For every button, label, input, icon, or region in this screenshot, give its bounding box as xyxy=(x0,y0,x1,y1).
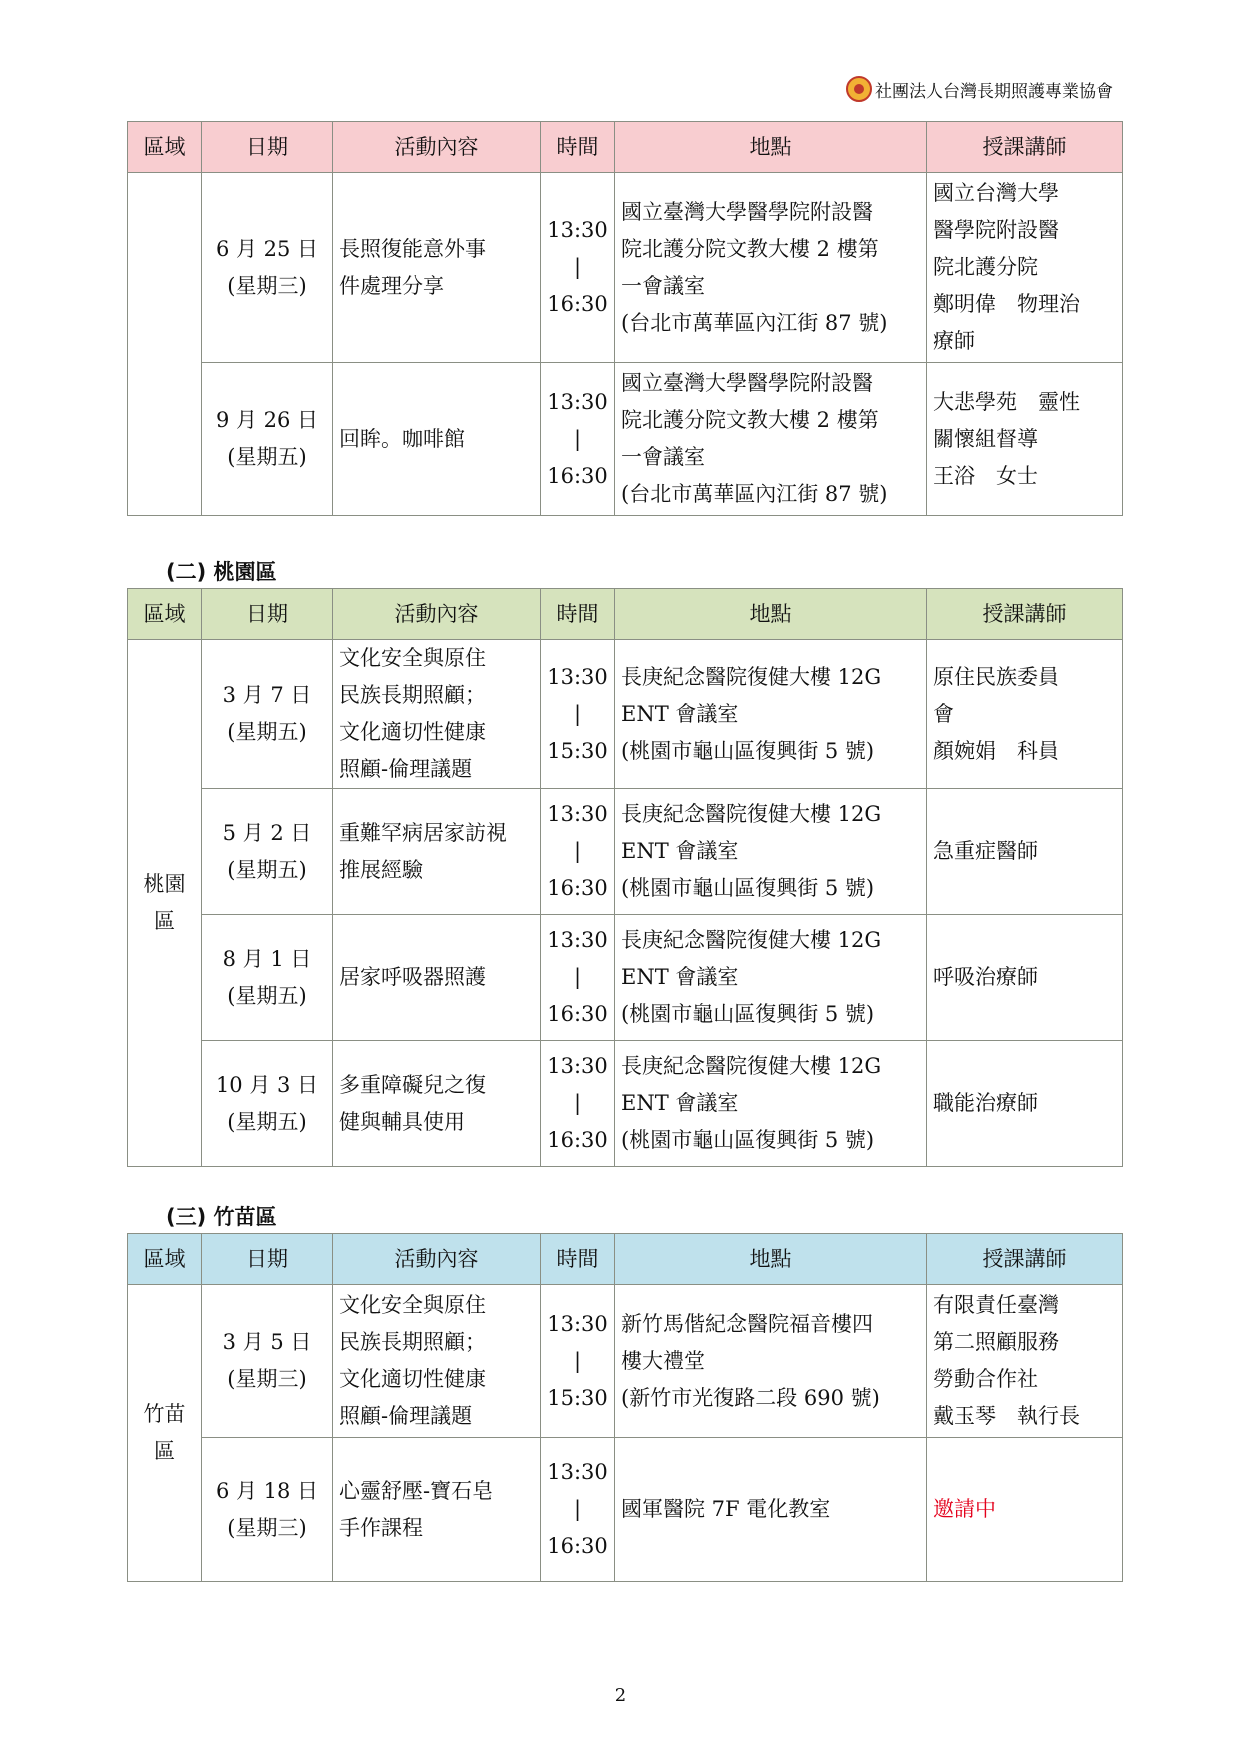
location-cell: 長庚紀念醫院復健大樓 12G ENT 會議室 (桃園市龜山區復興街 5 號) xyxy=(615,1041,927,1167)
table-row xyxy=(128,640,1123,789)
content-cell: 回眸。咖啡館 xyxy=(333,363,541,516)
lecturer-cell-pending: 邀請中 xyxy=(927,1438,1123,1582)
col-content: 活動內容 xyxy=(333,589,541,640)
table-row xyxy=(128,789,1123,915)
lecturer-cell: 急重症醫師 xyxy=(927,789,1123,915)
lecturer-cell: 有限責任臺灣 第二照顧服務 勞動合作社 戴玉琴 執行長 xyxy=(927,1285,1123,1438)
date-cell: 6 月 18 日 (星期三) xyxy=(202,1438,333,1582)
col-lecturer: 授課講師 xyxy=(927,122,1123,173)
col-location: 地點 xyxy=(615,1234,927,1285)
schedule-table-taipei xyxy=(127,121,1123,516)
date-cell: 8 月 1 日 (星期五) xyxy=(202,915,333,1041)
table-row xyxy=(128,1041,1123,1167)
lecturer-cell: 大悲學苑 靈性 關懷組督導 王浴 女士 xyxy=(927,363,1123,516)
content-cell: 文化安全與原住 民族長期照顧； 文化適切性健康 照顧-倫理議題 xyxy=(333,1285,541,1438)
page-header xyxy=(846,76,1113,102)
col-content: 活動內容 xyxy=(333,122,541,173)
table-row xyxy=(128,1438,1123,1582)
table-header-row xyxy=(128,122,1123,173)
schedule-table-zhumiao xyxy=(127,1233,1123,1582)
time-cell: 13:30 | 16:30 xyxy=(541,1041,615,1167)
content-cell: 心靈舒壓-寶石皂 手作課程 xyxy=(333,1438,541,1582)
location-cell: 長庚紀念醫院復健大樓 12G ENT 會議室 (桃園市龜山區復興街 5 號) xyxy=(615,640,927,789)
col-date: 日期 xyxy=(202,122,333,173)
time-cell: 13:30 | 16:30 xyxy=(541,1438,615,1582)
location-cell: 國立臺灣大學醫學院附設醫 院北護分院文教大樓 2 樓第 一會議室 (台北市萬華區內江街 87 號) xyxy=(615,363,927,516)
content-cell: 重難罕病居家訪視 推展經驗 xyxy=(333,789,541,915)
col-region: 區域 xyxy=(128,589,202,640)
col-time: 時間 xyxy=(541,1234,615,1285)
schedule-table-taoyuan xyxy=(127,588,1123,1167)
location-cell: 新竹馬偕紀念醫院福音樓四 樓大禮堂 (新竹市光復路二段 690 號) xyxy=(615,1285,927,1438)
content-cell: 居家呼吸器照護 xyxy=(333,915,541,1041)
content-cell: 文化安全與原住 民族長期照顧； 文化適切性健康 照顧-倫理議題 xyxy=(333,640,541,789)
table-row xyxy=(128,915,1123,1041)
table-row xyxy=(128,1285,1123,1438)
section-title-zhumiao: (三) 竹苗區 xyxy=(166,1205,277,1229)
location-cell: 國軍醫院 7F 電化教室 xyxy=(615,1438,927,1582)
region-cell xyxy=(128,173,202,516)
date-cell: 5 月 2 日 (星期五) xyxy=(202,789,333,915)
table-row xyxy=(128,363,1123,516)
col-location: 地點 xyxy=(615,122,927,173)
col-date: 日期 xyxy=(202,589,333,640)
col-content: 活動內容 xyxy=(333,1234,541,1285)
lecturer-cell: 國立台灣大學 醫學院附設醫 院北護分院 鄭明偉 物理治 療師 xyxy=(927,173,1123,363)
lecturer-cell: 職能治療師 xyxy=(927,1041,1123,1167)
col-time: 時間 xyxy=(541,589,615,640)
col-time: 時間 xyxy=(541,122,615,173)
col-date: 日期 xyxy=(202,1234,333,1285)
date-cell: 6 月 25 日 (星期三) xyxy=(202,173,333,363)
lecturer-cell: 原住民族委員 會 顏婉娟 科員 xyxy=(927,640,1123,789)
page-number: 2 xyxy=(614,1685,627,1706)
col-region: 區域 xyxy=(128,122,202,173)
region-cell: 竹苗 區 xyxy=(128,1285,202,1582)
time-cell: 13:30 | 16:30 xyxy=(541,789,615,915)
table-row xyxy=(128,173,1123,363)
date-cell: 3 月 7 日 (星期五) xyxy=(202,640,333,789)
content-cell: 多重障礙兒之復 健與輔具使用 xyxy=(333,1041,541,1167)
col-lecturer: 授課講師 xyxy=(927,589,1123,640)
association-logo-icon xyxy=(846,76,872,102)
col-region: 區域 xyxy=(128,1234,202,1285)
location-cell: 國立臺灣大學醫學院附設醫 院北護分院文教大樓 2 樓第 一會議室 (台北市萬華區內江街 87 號) xyxy=(615,173,927,363)
date-cell: 10 月 3 日 (星期五) xyxy=(202,1041,333,1167)
col-lecturer: 授課講師 xyxy=(927,1234,1123,1285)
region-cell: 桃園 區 xyxy=(128,640,202,1167)
table-header-row xyxy=(128,589,1123,640)
time-cell: 13:30 | 16:30 xyxy=(541,173,615,363)
location-cell: 長庚紀念醫院復健大樓 12G ENT 會議室 (桃園市龜山區復興街 5 號) xyxy=(615,789,927,915)
time-cell: 13:30 | 16:30 xyxy=(541,915,615,1041)
section-title-taoyuan: (二) 桃園區 xyxy=(166,560,277,584)
org-name: 社團法人台灣長期照護專業協會 xyxy=(875,81,1113,102)
time-cell: 13:30 | 15:30 xyxy=(541,640,615,789)
col-location: 地點 xyxy=(615,589,927,640)
date-cell: 3 月 5 日 (星期三) xyxy=(202,1285,333,1438)
time-cell: 13:30 | 15:30 xyxy=(541,1285,615,1438)
time-cell: 13:30 | 16:30 xyxy=(541,363,615,516)
location-cell: 長庚紀念醫院復健大樓 12G ENT 會議室 (桃園市龜山區復興街 5 號) xyxy=(615,915,927,1041)
table-header-row xyxy=(128,1234,1123,1285)
date-cell: 9 月 26 日 (星期五) xyxy=(202,363,333,516)
content-cell: 長照復能意外事 件處理分享 xyxy=(333,173,541,363)
lecturer-cell: 呼吸治療師 xyxy=(927,915,1123,1041)
